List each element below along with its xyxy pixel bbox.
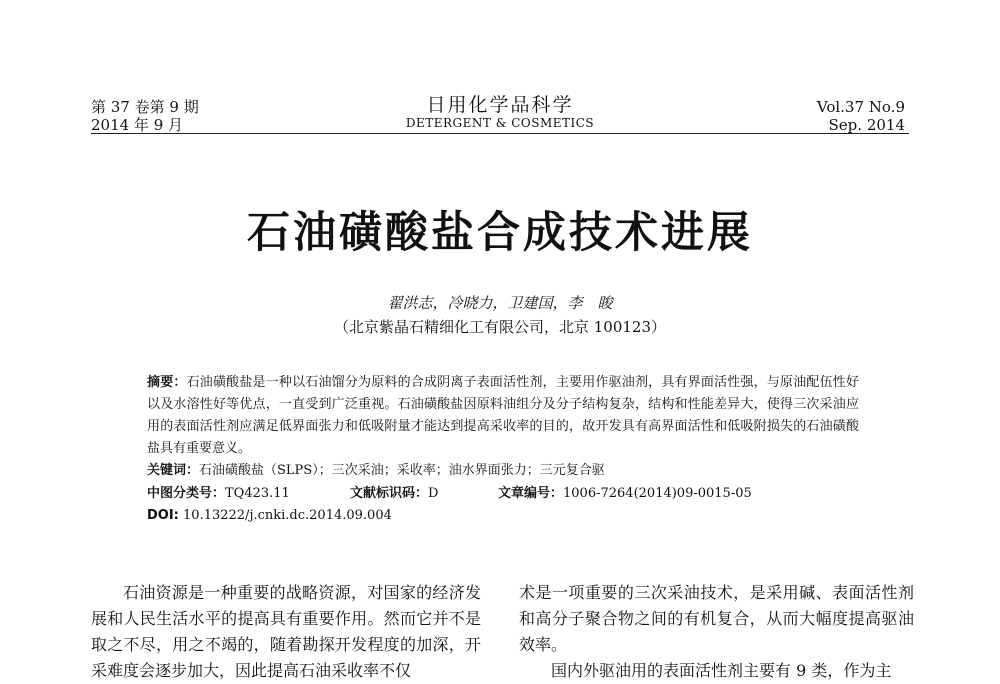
classification-line	[147, 483, 867, 505]
doi-line	[147, 505, 859, 527]
class-value: TQ423.11	[225, 486, 290, 501]
journal-name-en: DETERGENT & COSMETICS	[405, 116, 595, 130]
class-number	[147, 483, 350, 505]
issue-date: 2014 年 9 月	[91, 116, 184, 134]
abstract-text: 石油磺酸盐是一种以石油馏分为原料的合成阴离子表面活性剂，主要用作驱油剂，具有界面活性强，与原油配伍性好以及水溶性好等优点，一直受到广泛重视。石油磺酸盐因原料油组分及分子结构复杂，结构和性能差异大，使得三次采油应用的表面活性剂应满足低界面张力和低吸附量才能达到提高采收率的目的，故开发具有高界面活性和低吸附损失的石油磺酸盐具有重要意义。	[147, 375, 859, 456]
body-right-paragraph-1: 术是一项重要的三次采油技术，是采用碱、表面活性剂和高分子聚合物之间的有机复合，从而大幅度提高驱油效率。	[519, 583, 914, 654]
article-title: 石油磺酸盐合成技术进展	[247, 208, 753, 258]
articleno-value: 1006-7264(2014)09-0015-05	[563, 486, 752, 501]
affiliation: （北京紫晶石精细化工有限公司，北京 100123）	[333, 318, 667, 336]
header-rule	[91, 133, 909, 134]
issue-volume: 第 37 卷第 9 期	[91, 98, 199, 116]
keywords-text: 石油磺酸盐（SLPS）；三次采油；采收率；油水界面张力；三元复合驱	[199, 463, 605, 478]
article-number	[498, 483, 752, 505]
body-right-paragraph-2: 国内外驱油用的表面活性剂主要有 9 类，作为主	[551, 661, 892, 680]
keywords	[147, 460, 859, 482]
doi-label: DOI:	[147, 508, 179, 523]
author-list: 翟洪志，冷晓力，卫建国，李 睃	[387, 294, 613, 312]
articleno-label: 文章编号：	[498, 486, 564, 501]
doccode-label: 文献标识码：	[350, 486, 429, 501]
doi-value: 10.13222/j.cnki.dc.2014.09.004	[183, 508, 392, 523]
journal-name-cn: 日用化学品科学	[426, 94, 574, 116]
doccode-value: D	[428, 486, 439, 501]
body-left-paragraph: 石油资源是一种重要的战略资源，对国家的经济发展和人民生活水平的提高具有重要作用。然而它并不是取之不尽，用之不竭的，随着勘探开发程度的加深，开采难度会逐步加大，因此提高石油采收率不仅	[91, 583, 481, 680]
issue-info-en	[817, 98, 905, 134]
doc-code	[350, 483, 498, 505]
abstract-label: 摘要：	[147, 375, 187, 390]
body-right-column	[519, 580, 914, 684]
class-label: 中图分类号：	[147, 486, 226, 501]
abstract	[147, 372, 859, 460]
keywords-label: 关键词：	[147, 463, 200, 478]
issue-date-en: Sep. 2014	[828, 116, 905, 134]
issue-volume-en: Vol.37 No.9	[816, 98, 905, 116]
